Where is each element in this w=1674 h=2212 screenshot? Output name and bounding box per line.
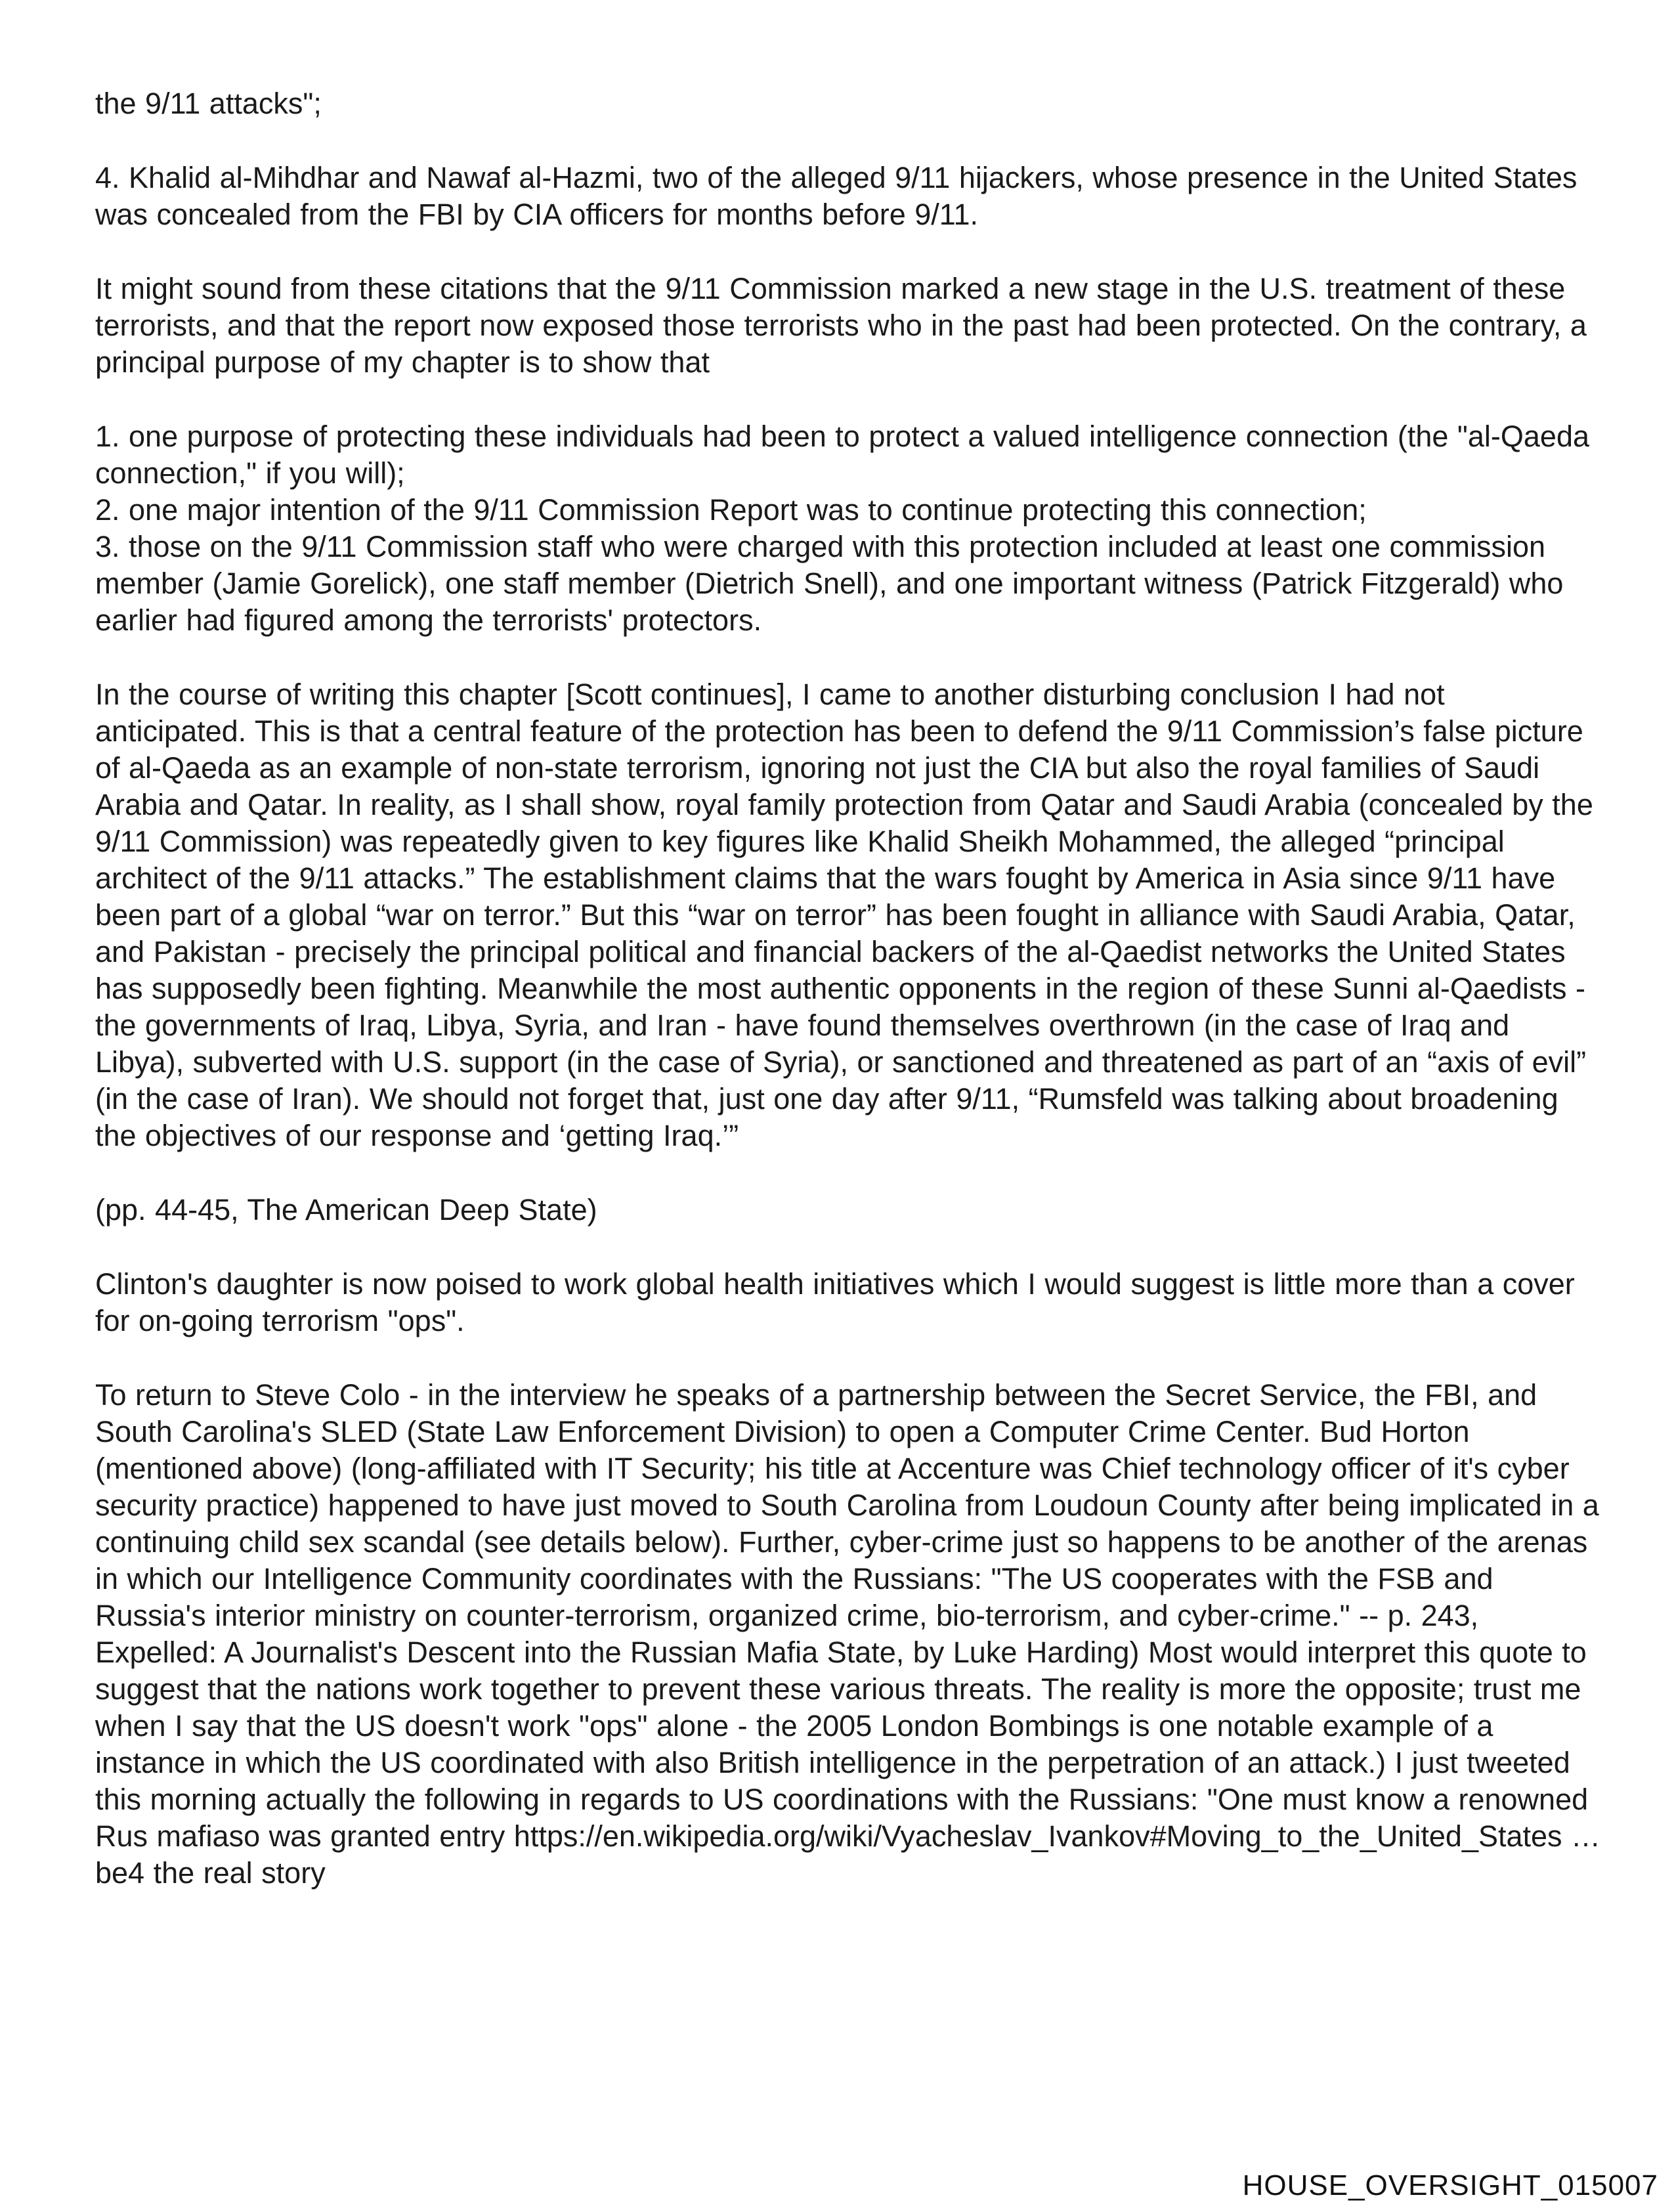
numbered-list [95,418,1602,639]
paragraph-clinton: Clinton's daughter is now poised to work global health initiatives which I would suggest is little more than a cover for on-going terrorism "ops". [95,1267,1584,1337]
paragraph-hijackers: 4. Khalid al-Mihdhar and Nawaf al-Hazmi, two of the alleged 9/11 hijackers, whose presence in the United States was concealed from the FBI by CIA officers for months before 9/11. [95,161,1586,231]
paragraph-page-citation: (pp. 44-45, The American Deep State) [95,1193,597,1226]
list-item-2: 2. one major intention of the 9/11 Commission Report was to continue protecting this connection; [95,493,1367,527]
paragraph-citations: It might sound from these citations that the 9/11 Commission marked a new stage in the U.S. treatment of these terrorists, and that the report now exposed those terrorists who in the past had been protected. On the contrary, a principal purpose of my chapter is to show that [95,272,1596,379]
bates-stamp: HOUSE_OVERSIGHT_015007 [1242,2169,1658,2201]
list-item-3: 3. those on the 9/11 Commission staff who were charged with this protection included at least one commission member (Jamie Gorelick), one staff member (Dietrich Snell), and one important witness (Patrick Fitzgerald) who earlier had figured among the terrorists' protectors. [95,530,1572,637]
paragraph-fragment-top: the 9/11 attacks"; [95,87,322,120]
list-item-1: 1. one purpose of protecting these individuals had been to protect a valued intelligence connection (the "al-Qaeda connection," if you will); [95,420,1599,490]
paragraph-steve-colo: To return to Steve Colo - in the interview he speaks of a partnership between the Secret Service, the FBI, and South Carolina's SLED (State Law Enforcement Division) to open a Computer Crime Center. Bud Horton (mentioned above) (long-affiliated with IT Security; his title at Accenture was Chief technology officer of it's cyber security practice) happened to have just moved to South Carolina from Loudoun County after being implicated in a continuing child sex scandal (see details below). Further, cyber-crime just so happens to be another of the arenas in which our Intelligence Community coordinates with the Russians: "The US cooperates with the FSB and Russia's interior ministry on counter-terrorism, organized crime, bio-terrorism, and cyber-crime." -- p. 243, Expelled: A Journalist's Descent into the Russian Mafia State, by Luke Harding) Most would interpret this quote to suggest that the nations work together to prevent these various threats. The reality is more the opposite; trust me when I say that the US doesn't work "ops" alone - the 2005 London Bombings is one notable example of a instance in which the US coordinated with also British intelligence in the perpetration of an attack.) I just tweeted this morning actually the following in regards to US coordinations with the Russians: "One must know a renowned Rus mafiaso was granted entry https://en.wikipedia.org/wiki/Vyacheslav_Ivankov#Moving_to_the_United_States … be4 the real story [95,1378,1610,1890]
paragraph-scott-quote: In the course of writing this chapter [Scott continues], I came to another disturbing conclusion I had not anticipated. This is that a central feature of the protection has been to defend the 9/11 Commission’s false picture of al-Qaeda as an example of non-state terrorism, ignoring not just the CIA but also the royal families of Saudi Arabia and Qatar. In reality, as I shall show, royal family protection from Qatar and Saudi Arabia (concealed by the 9/11 Commission) was repeatedly given to key figures like Khalid Sheikh Mohammed, the alleged “principal architect of the 9/11 attacks.” The establishment claims that the wars fought by America in Asia since 9/11 have been part of a global “war on terror.” But this “war on terror” has been fought in alliance with Saudi Arabia, Qatar, and Pakistan - precisely the principal political and financial backers of the al-Qaedist networks the United States has supposedly been fighting. Meanwhile the most authentic opponents in the region of these Sunni al-Qaedists - the governments of Iraq, Libya, Syria, and Iran - have found themselves overthrown (in the case of Iraq and Libya), subverted with U.S. support (in the case of Syria), or sanctioned and threatened as part of an “axis of evil” (in the case of Iran). We should not forget that, just one day after 9/11, “Rumsfeld was talking about broadening the objectives of our response and ‘getting Iraq.’” [95,678,1602,1152]
